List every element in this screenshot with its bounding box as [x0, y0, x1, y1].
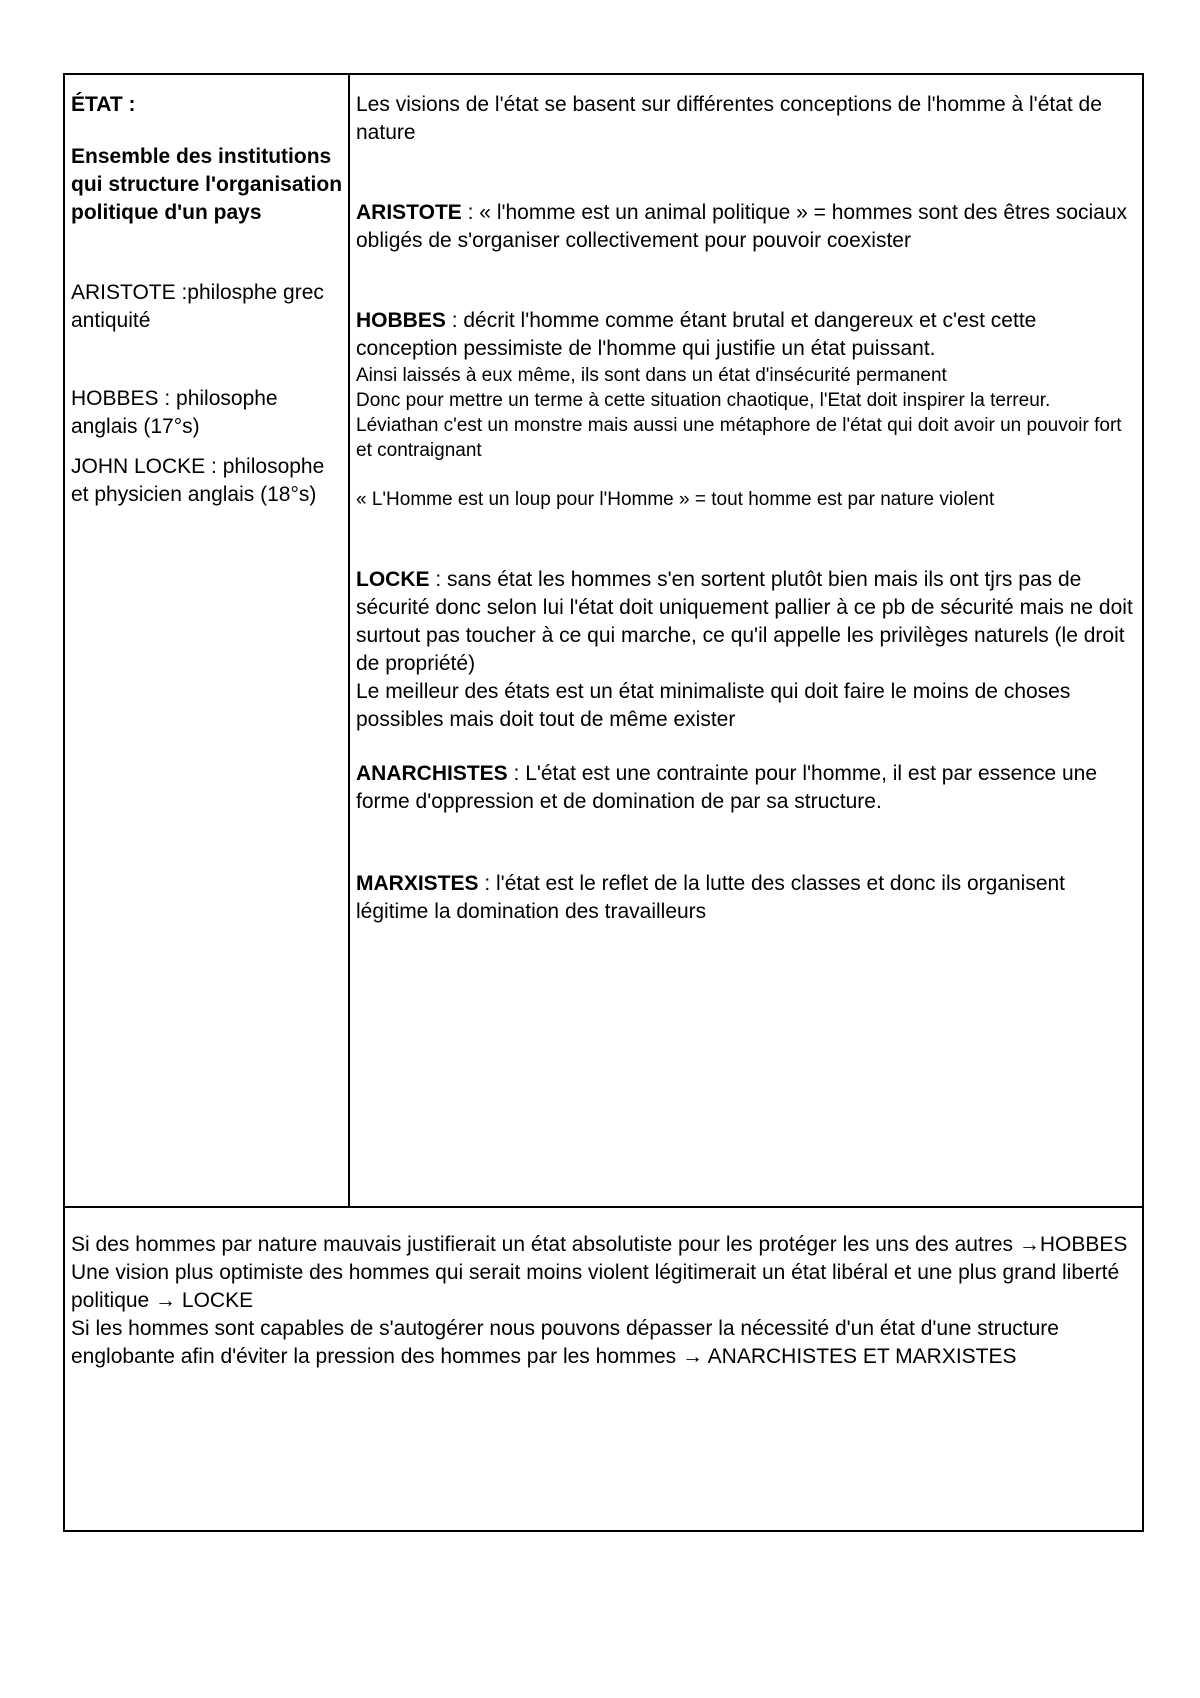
aristote-text: : « l'homme est un animal politique » = hommes sont des êtres sociaux obligés de s'organiser collectivement pour pouvoir coexister: [356, 201, 1128, 252]
marxistes-text: : l'état est le reflet de la lutte des classes et donc ils organisent légitime la domination des travailleurs: [356, 872, 1066, 923]
conclusion-locke: Une vision plus optimiste des hommes qui serait moins violent légitimerait un état libéral et une plus grand liberté politique → LOCKE: [71, 1261, 1120, 1312]
conclusion-anarchistes: Si les hommes sont capables de s'autogérer nous pouvons dépasser la nécessité d'un état d'une structure englobante afin d'éviter la pression des hommes par les hommes → ANARCHISTES ET MARXISTES: [71, 1317, 1059, 1368]
marxistes-section: [356, 870, 1136, 926]
locke-text: : sans état les hommes s'en sortent plutôt bien mais ils ont tjrs pas de sécurité donc selon lui l'état doit uniquement pallier à ce pb de sécurité mais ne doit surtout pas toucher à ce qui marche, ce qu'il appelle les privilèges naturels (le droit de propriété): [356, 568, 1133, 675]
notes-table: [63, 73, 1144, 1532]
term-definition: Ensemble des institutions qui structure l'organisation politique d'un pays: [71, 145, 343, 224]
hobbes-note: HOBBES : philosophe anglais (17°s): [71, 387, 278, 438]
anarchistes-text: : L'état est une contrainte pour l'homme, il est par essence une forme d'oppression et de domination de par sa structure.: [356, 762, 1098, 813]
aristote-section: [356, 199, 1136, 255]
anarchistes-section: [356, 760, 1136, 816]
hobbes-line-3: Léviathan c'est un monstre mais aussi une métaphore de l'état qui doit avoir un pouvoir fort et contraignant: [356, 415, 1122, 461]
locke-label: LOCKE: [356, 568, 430, 591]
hobbes-text: : décrit l'homme comme étant brutal et dangereux et c'est cette conception pessimiste de l'homme qui justifie un état puissant.: [356, 309, 1037, 360]
hobbes-line-1: Ainsi laissés à eux même, ils sont dans un état d'insécurité permanent: [356, 365, 947, 386]
left-column: [71, 91, 343, 509]
locke-text-2: Le meilleur des états est un état minimaliste qui doit faire le moins de choses possibles mais doit tout de même exister: [356, 680, 1071, 731]
aristote-note: ARISTOTE :philosphe grec antiquité: [71, 281, 324, 332]
intro-text: Les visions de l'état se basent sur différentes conceptions de l'homme à l'état de nature: [356, 93, 1102, 144]
row-divider: [65, 1206, 1142, 1208]
conclusion-section: [71, 1231, 1131, 1371]
hobbes-quote: « L'Homme est un loup pour l'Homme » = tout homme est par nature violent: [356, 489, 995, 510]
hobbes-section: [356, 307, 1136, 363]
column-divider: [348, 75, 350, 1206]
locke-note: JOHN LOCKE : philosophe et physicien anglais (18°s): [71, 455, 325, 506]
conclusion-hobbes: Si des hommes par nature mauvais justifierait un état absolutiste pour les protéger les uns des autres →HOBBES: [71, 1233, 1128, 1256]
right-column: [356, 91, 1136, 926]
term-heading: ÉTAT :: [71, 93, 136, 116]
hobbes-line-2: Donc pour mettre un terme à cette situation chaotique, l'Etat doit inspirer la terreur.: [356, 390, 1051, 411]
marxistes-label: MARXISTES: [356, 872, 479, 895]
locke-section: [356, 566, 1136, 678]
anarchistes-label: ANARCHISTES: [356, 762, 508, 785]
aristote-label: ARISTOTE: [356, 201, 462, 224]
hobbes-label: HOBBES: [356, 309, 446, 332]
